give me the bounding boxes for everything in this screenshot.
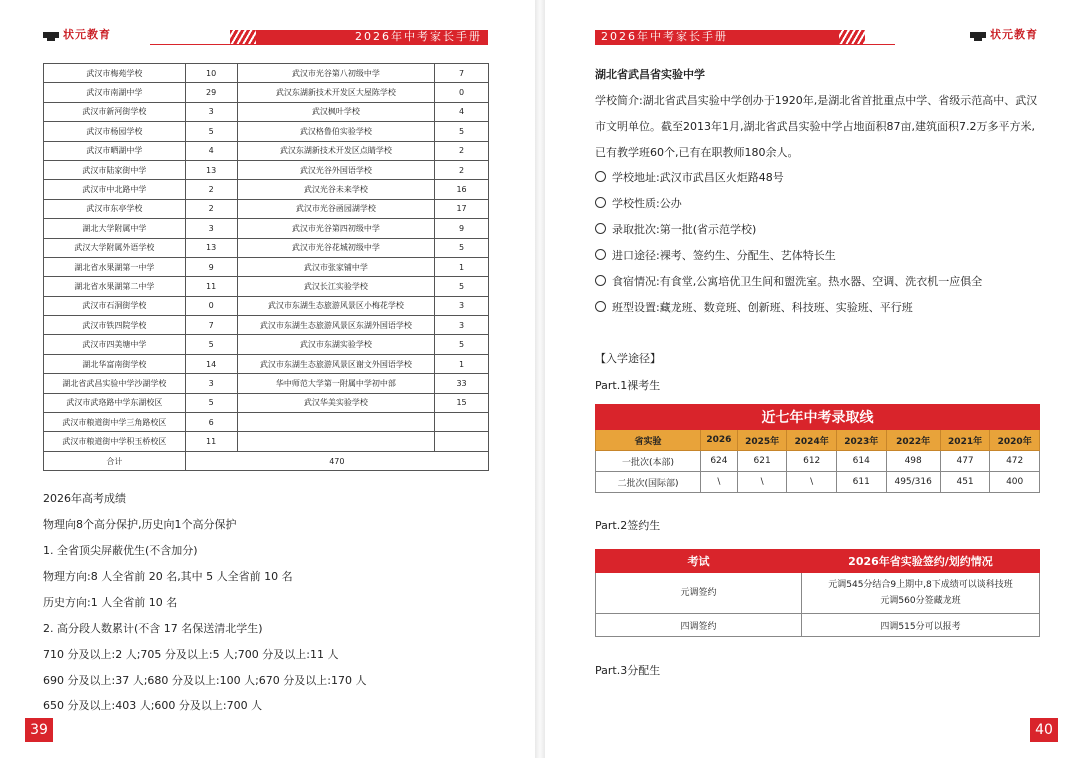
table-row	[44, 64, 489, 83]
table-cell: 四调签约	[596, 614, 802, 637]
text-line: 690 分及以上:37 人;680 分及以上:100 人;670 分及以上:170 人	[43, 674, 367, 687]
count-cell: 3	[435, 296, 489, 315]
table-row	[44, 238, 489, 257]
text-line: 历史方向:1 人全省前 10 名	[43, 596, 178, 609]
total-label: 合计	[44, 451, 186, 470]
intro-line: 已有教学班60个,已有在职教师180余人。	[595, 146, 799, 159]
school-name-cell: 湖北华富南街学校	[44, 354, 186, 373]
count-cell	[435, 413, 489, 432]
table-cell: 400	[990, 472, 1040, 493]
table-row	[596, 451, 1040, 472]
count-cell: 3	[435, 316, 489, 335]
table-row	[44, 122, 489, 141]
score-table-header-row	[596, 430, 1040, 451]
count-cell: 0	[185, 296, 237, 315]
table-cell: 498	[886, 451, 940, 472]
column-header: 2026年省实验签约/划约情况	[802, 550, 1040, 573]
school-name-cell: 武汉市东湖生态旅游风景区谢文外国语学校	[237, 354, 435, 373]
info-bullet: 录取批次:第一批(省示范学校)	[595, 221, 756, 237]
text-line: 1. 全省顶尖屏蔽优生(不含加分)	[43, 544, 198, 557]
school-name-cell: 湖北省武昌实验中学沙湖学校	[44, 374, 186, 393]
table-cell: 元调签约	[596, 573, 802, 614]
count-cell: 5	[185, 393, 237, 412]
table-row	[44, 257, 489, 276]
count-cell: 3	[185, 219, 237, 238]
brand-logo-right: 状元教育	[970, 26, 1038, 42]
admission-heading: 【入学途径】	[595, 352, 661, 365]
count-cell: 7	[185, 316, 237, 335]
school-name-cell: 武汉市南湖中学	[44, 83, 186, 102]
table-total-row	[44, 451, 489, 470]
table-cell: 四调515分可以报考	[802, 614, 1040, 637]
header-title: 2026年中考家长手册	[355, 30, 482, 43]
count-cell: 5	[435, 122, 489, 141]
count-cell: 16	[435, 180, 489, 199]
table-row	[44, 413, 489, 432]
column-header: 2024年	[787, 430, 837, 451]
school-name-cell: 武汉长江实验学校	[237, 277, 435, 296]
table-row	[44, 374, 489, 393]
count-cell: 11	[185, 277, 237, 296]
school-name-cell: 武汉市东湖实验学校	[237, 335, 435, 354]
school-name-cell	[237, 432, 435, 451]
school-name-cell: 武汉市中北路中学	[44, 180, 186, 199]
school-name-cell: 武汉市武珞路中学东湖校区	[44, 393, 186, 412]
school-name-cell: 武汉大学附属外语学校	[44, 238, 186, 257]
score-table-title-row	[596, 405, 1040, 430]
table-row	[44, 316, 489, 335]
count-cell: 5	[185, 335, 237, 354]
school-name-cell: 武汉东湖新技术开发区大屋陈学校	[237, 83, 435, 102]
count-cell: 10	[185, 64, 237, 83]
text-line: 2. 高分段人数累计(不含 17 名保送清北学生)	[43, 622, 263, 635]
column-header: 2023年	[836, 430, 886, 451]
text-line: 物理向8个高分保护,历史向1个高分保护	[43, 518, 237, 531]
table-cell: \	[737, 472, 787, 493]
school-name-cell: 武汉市光谷第四初级中学	[237, 219, 435, 238]
cell-line: 元调560分签藏龙班	[880, 596, 961, 606]
count-cell: 2	[435, 160, 489, 179]
count-cell: 9	[435, 219, 489, 238]
cell-line: 元调545分结合9上期中,8下成绩可以谈科技班	[828, 580, 1013, 590]
school-name-cell	[237, 413, 435, 432]
table-cell: 477	[940, 451, 990, 472]
column-header: 2026	[701, 430, 738, 451]
part3-heading: Part.3分配生	[595, 664, 661, 677]
score-line-table	[595, 404, 1040, 493]
table-cell: 二批次(国际部)	[596, 472, 701, 493]
table-row	[44, 335, 489, 354]
header-title: 2026年中考家长手册	[601, 30, 728, 43]
count-cell: 15	[435, 393, 489, 412]
info-bullet: 进口途径:裸考、签约生、分配生、艺体特长生	[595, 247, 836, 263]
table-cell: 614	[836, 451, 886, 472]
school-name-cell: 武汉市光谷第八初级中学	[237, 64, 435, 83]
count-cell	[435, 432, 489, 451]
school-name-cell: 华中师范大学第一附属中学初中部	[237, 374, 435, 393]
table-row	[44, 180, 489, 199]
part2-heading: Part.2签约生	[595, 519, 661, 532]
school-name-cell: 武汉市陆家街中学	[44, 160, 186, 179]
count-cell: 1	[435, 257, 489, 276]
count-cell: 14	[185, 354, 237, 373]
stripe-decoration	[839, 30, 865, 44]
column-header: 2025年	[737, 430, 787, 451]
part1-heading: Part.1裸考生	[595, 379, 661, 392]
header-bar-left	[230, 30, 488, 44]
circle-bullet-icon	[595, 275, 606, 286]
circle-bullet-icon	[595, 197, 606, 208]
circle-bullet-icon	[595, 249, 606, 260]
school-name-cell: 武汉市杨园学校	[44, 122, 186, 141]
count-cell: 2	[185, 180, 237, 199]
school-name-cell: 武汉东湖新技术开发区点睛学校	[237, 141, 435, 160]
count-cell: 2	[435, 141, 489, 160]
school-name-cell: 武汉市东湖生态旅游风景区东湖外国语学校	[237, 316, 435, 335]
count-cell: 13	[185, 238, 237, 257]
count-cell: 3	[185, 102, 237, 121]
school-name-cell: 湖北大学附属中学	[44, 219, 186, 238]
table-cell: 621	[737, 451, 787, 472]
school-name-cell: 武汉市东亭学校	[44, 199, 186, 218]
table-cell: \	[787, 472, 837, 493]
left-page	[0, 0, 535, 758]
count-cell: 17	[435, 199, 489, 218]
circle-bullet-icon	[595, 223, 606, 234]
count-cell: 5	[185, 122, 237, 141]
table-cell: 611	[836, 472, 886, 493]
stripe-decoration	[230, 30, 256, 44]
text-line: 710 分及以上:2 人;705 分及以上:5 人;700 分及以上:11 人	[43, 648, 339, 661]
book-gutter	[535, 0, 545, 758]
count-cell: 4	[185, 141, 237, 160]
count-cell: 29	[185, 83, 237, 102]
column-header: 2022年	[886, 430, 940, 451]
table-row	[596, 472, 1040, 493]
count-cell: 11	[185, 432, 237, 451]
info-bullet: 班型设置:藏龙班、数竞班、创新班、科技班、实验班、平行班	[595, 299, 913, 315]
table-row	[44, 277, 489, 296]
school-name-cell: 武汉市张家铺中学	[237, 257, 435, 276]
school-name-cell: 武汉枫叶学校	[237, 102, 435, 121]
total-value: 470	[185, 451, 488, 470]
school-name-cell: 武汉市粮道街中学积玉桥校区	[44, 432, 186, 451]
header-rule	[595, 44, 895, 45]
table-row	[44, 432, 489, 451]
school-name-cell: 武汉市石洞街学校	[44, 296, 186, 315]
table-row	[596, 573, 1040, 614]
count-cell: 4	[435, 102, 489, 121]
column-header: 考试	[596, 550, 802, 573]
school-name-cell: 湖北省水果湖第二中学	[44, 277, 186, 296]
signing-table	[595, 549, 1040, 637]
header-bar-right	[595, 30, 865, 44]
table-row	[44, 393, 489, 412]
intro-line: 市文明单位。截至2013年1月,湖北省武昌实验中学占地面积87亩,建筑面积7.2万多平方米,	[595, 120, 1035, 133]
school-name-cell: 武汉市晒湖中学	[44, 141, 186, 160]
count-cell: 9	[185, 257, 237, 276]
school-name-cell: 武汉华美实验学校	[237, 393, 435, 412]
school-name-cell: 武汉市铁四院学校	[44, 316, 186, 335]
school-name-cell: 武汉市四美塘中学	[44, 335, 186, 354]
table-row	[44, 102, 489, 121]
text-line: 物理方向:8 人全省前 20 名,其中 5 人全省前 10 名	[43, 570, 293, 583]
count-cell: 6	[185, 413, 237, 432]
page-number-left: 39	[25, 718, 53, 742]
table-cell: 472	[990, 451, 1040, 472]
info-bullet: 学校性质:公办	[595, 195, 682, 211]
text-line: 650 分及以上:403 人;600 分及以上:700 人	[43, 699, 263, 712]
school-name-cell: 武汉市粮道街中学三角路校区	[44, 413, 186, 432]
table-row	[44, 296, 489, 315]
signing-table-header-row	[596, 550, 1040, 573]
school-name-cell: 武汉市新河街学校	[44, 102, 186, 121]
graduation-cap-icon	[43, 32, 59, 38]
table-cell: 495/316	[886, 472, 940, 493]
table-row	[44, 141, 489, 160]
school-stats-table	[43, 63, 489, 471]
table-cell: 624	[701, 451, 738, 472]
table-cell: \	[701, 472, 738, 493]
table-row	[44, 83, 489, 102]
school-name-cell: 湖北省水果湖第一中学	[44, 257, 186, 276]
table-cell: 一批次(本部)	[596, 451, 701, 472]
circle-bullet-icon	[595, 171, 606, 182]
table-row	[44, 219, 489, 238]
brand-logo-left: 状元教育	[43, 26, 111, 42]
column-header: 2020年	[990, 430, 1040, 451]
info-bullet: 学校地址:武汉市武昌区火炬路48号	[595, 169, 784, 185]
column-header: 2021年	[940, 430, 990, 451]
school-name-cell: 武汉格鲁伯实验学校	[237, 122, 435, 141]
count-cell: 13	[185, 160, 237, 179]
school-name: 湖北省武昌省实验中学	[595, 68, 705, 81]
count-cell: 5	[435, 335, 489, 354]
count-cell: 3	[185, 374, 237, 393]
school-name-cell: 武汉光谷外国语学校	[237, 160, 435, 179]
count-cell: 5	[435, 277, 489, 296]
table-row	[44, 354, 489, 373]
circle-bullet-icon	[595, 301, 606, 312]
school-name-cell: 武汉市梅苑学校	[44, 64, 186, 83]
intro-line: 学校简介:湖北省武昌实验中学创办于1920年,是湖北省首批重点中学、省级示范高中、武汉	[595, 94, 1038, 107]
school-name-cell: 武汉光谷未来学校	[237, 180, 435, 199]
table-row	[44, 199, 489, 218]
header-rule	[150, 44, 488, 45]
table-cell	[802, 573, 1040, 614]
count-cell: 1	[435, 354, 489, 373]
school-name-cell: 武汉市光谷花城初级中学	[237, 238, 435, 257]
page-number-right: 40	[1030, 718, 1058, 742]
gaokao-heading: 2026年高考成绩	[43, 492, 126, 505]
count-cell: 0	[435, 83, 489, 102]
school-name-cell: 武汉市光谷函园湖学校	[237, 199, 435, 218]
count-cell: 33	[435, 374, 489, 393]
info-bullet: 食宿情况:有食堂,公寓培优卫生间和盥洗室。热水器、空调、洗衣机一应俱全	[595, 273, 982, 289]
score-table-title: 近七年中考录取线	[596, 405, 1040, 430]
count-cell: 7	[435, 64, 489, 83]
table-row	[596, 614, 1040, 637]
table-cell: 451	[940, 472, 990, 493]
count-cell: 5	[435, 238, 489, 257]
count-cell: 2	[185, 199, 237, 218]
table-row	[44, 160, 489, 179]
table-cell: 612	[787, 451, 837, 472]
graduation-cap-icon	[970, 32, 986, 38]
column-header: 省实验	[596, 430, 701, 451]
school-name-cell: 武汉市东湖生态旅游风景区小梅花学校	[237, 296, 435, 315]
